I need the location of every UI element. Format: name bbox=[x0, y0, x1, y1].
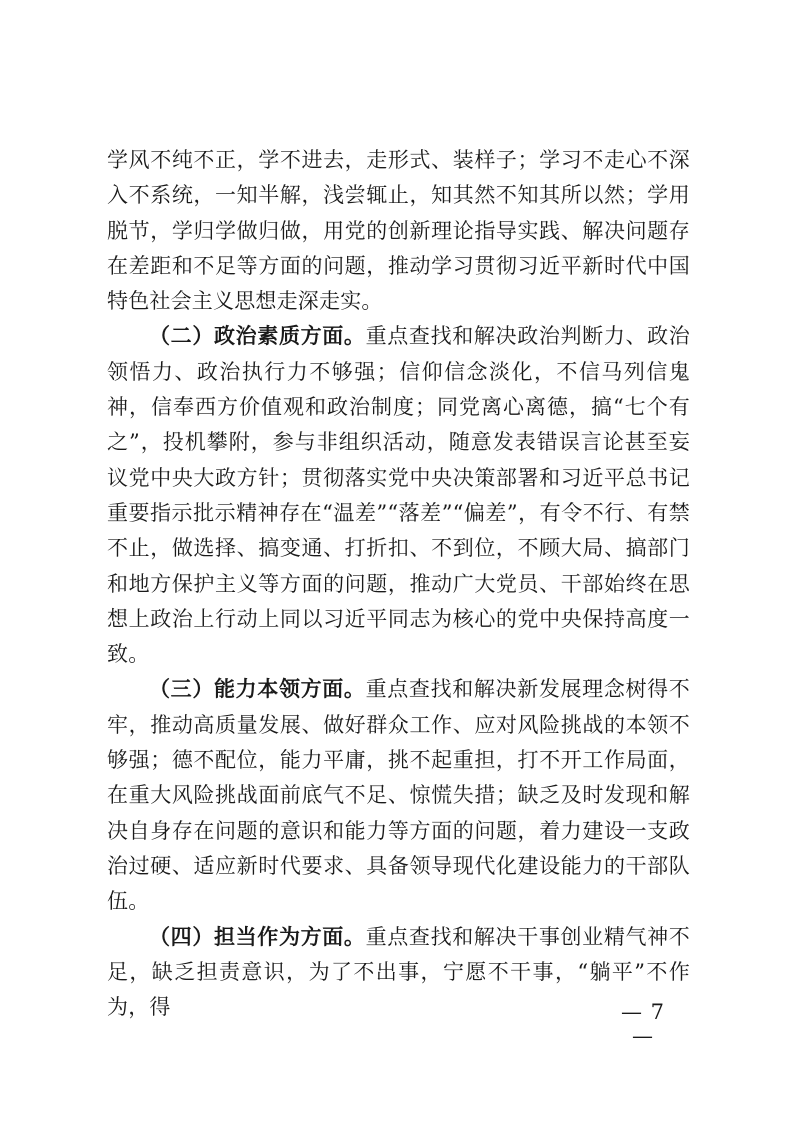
paragraph-text: 重点查找和解决政治判断力、政治领悟力、政治执行力不够强；信仰信念淡化，不信马列信鬼神，信奉西方价值观和政治制度；同党离心离德，搞“七个有之”，投机攀附，参与非组织活动，随意发表错误言论甚至妄议党中央大政方针；贯彻落实党中央决策部署和习近平总书记重要指示批示精神存在“温差”“落差”“偏差”，有令不行、有禁不止，做选择、搞变通、打折扣、不到位，不顾大局、搞部门和地方保护主义等方面的问题，推动广大党员、干部始终在思想上政治上行动上同以习近平同志为核心的党中央保持高度一致。 bbox=[107, 324, 691, 667]
section-heading: （四）担当作为方面。 bbox=[149, 924, 366, 949]
section-heading: （二）政治素质方面。 bbox=[149, 324, 366, 349]
paragraph-text: 重点查找和解决新发展理念树得不牢，推动高质量发展、做好群众工作、应对风险挑战的本领不够强；德不配位，能力平庸，挑不起重担，打不开工作局面，在重大风险挑战面前底气不足、惊慌失措；缺乏及时发现和解决自身存在问题的意识和能力等方面的问题，着力建设一支政治过硬、适应新时代要求、具备领导现代化建设能力的干部队伍。 bbox=[107, 677, 691, 914]
paragraph-text: 学风不纯不正，学不进去，走形式、装样子；学习不走心不深入不系统，一知半解，浅尝辄止，知其然不知其所以然；学用脱节，学归学做归做，用党的创新理论指导实践、解决问题存在差距和不足等方面的问题，推动学习贯彻习近平新时代中国特色社会主义思想走深走实。 bbox=[107, 148, 690, 314]
paragraph-continuation bbox=[107, 143, 690, 319]
page-number: — 7 — bbox=[620, 1000, 666, 1048]
paragraph-text: 重点查找和解决干事创业精气神不足，缺乏担责意识，为了不出事，宁愿不干事，“躺平”不作为，得 bbox=[107, 924, 691, 1020]
section-heading: （三）能力本领方面。 bbox=[149, 677, 366, 702]
paragraph-responsibility bbox=[107, 920, 690, 1026]
body-text bbox=[107, 143, 690, 1025]
paragraph-ability bbox=[107, 672, 690, 919]
paragraph-political-quality bbox=[107, 319, 690, 672]
